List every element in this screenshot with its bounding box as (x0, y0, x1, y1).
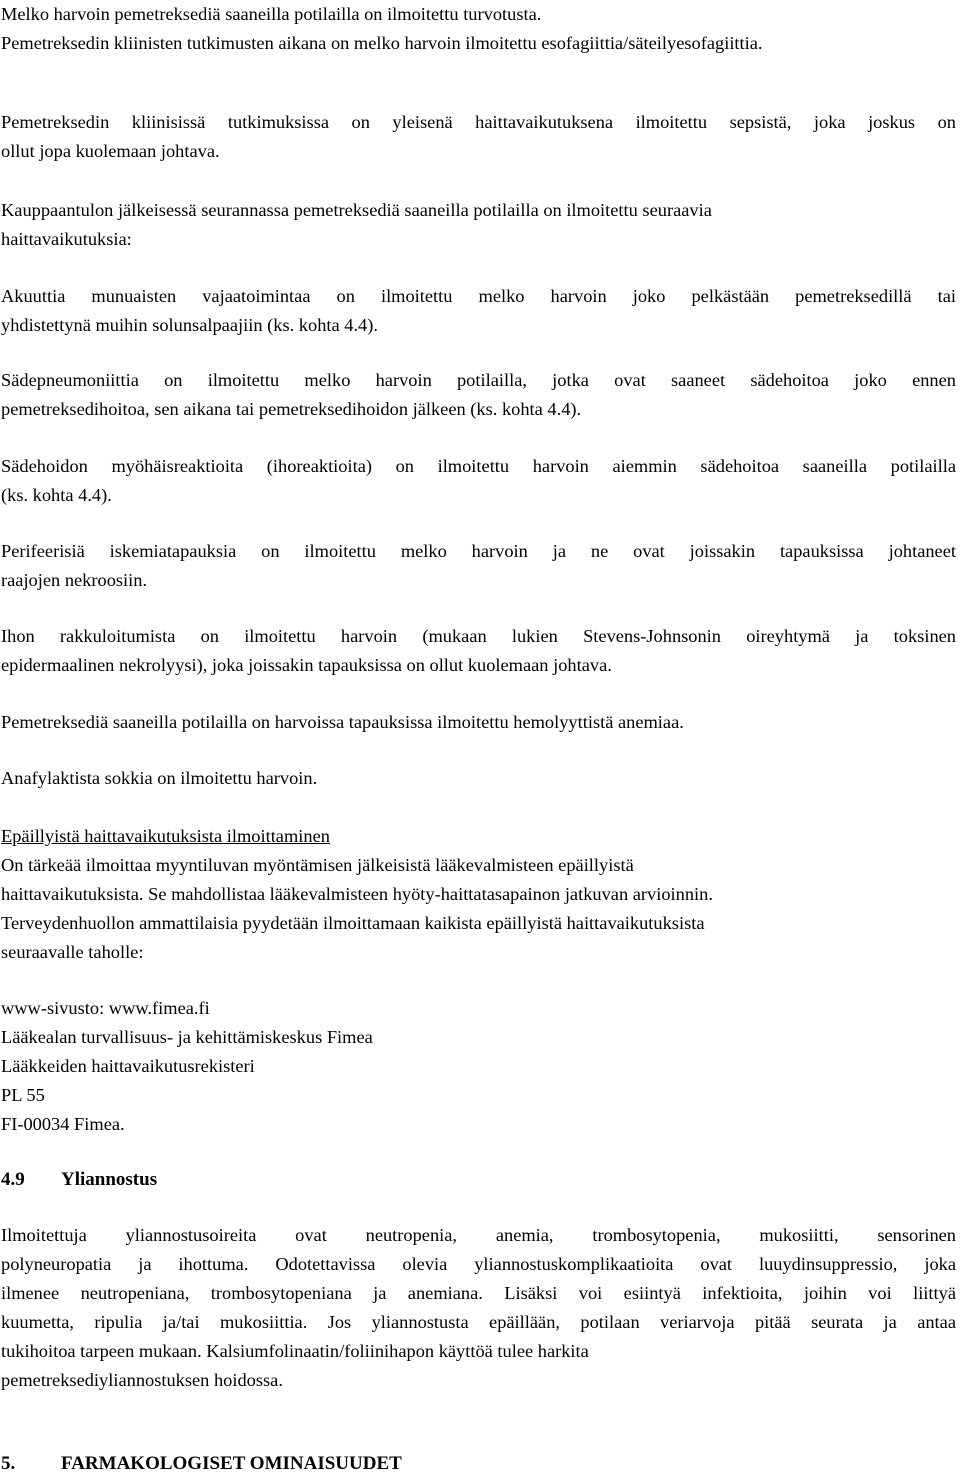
address-line: Lääkkeiden haittavaikutusrekisteri (1, 1056, 255, 1076)
paragraph-overdose (1, 1221, 956, 1395)
paragraph-anaphylaxis (1, 764, 956, 793)
reporting-address (1, 994, 956, 1139)
website-line: www-sivusto: www.fimea.fi (1, 998, 210, 1018)
section-number: 4.9 (1, 1169, 25, 1190)
text-line: On tärkeää ilmoittaa myyntiluvan myöntämisen jälkeisistä lääkevalmisteen epäillyistä (1, 855, 634, 875)
text-line: ilmenee neutropeniana, trombosytopeniana ja anemiana. Lisäksi voi esiintyä infektioita, joihin voi liittyä (1, 1283, 956, 1303)
section-heading-4-9 (1, 1165, 956, 1194)
address-line: Lääkealan turvallisuus- ja kehittämiskeskus Fimea (1, 1027, 373, 1047)
address-line: FI-00034 Fimea. (1, 1114, 125, 1134)
paragraph-renal-failure (1, 282, 956, 340)
text-line: Terveydenhuollon ammattilaisia pyydetään ilmoittamaan kaikista epäillyistä haittavaikutuksista (1, 913, 705, 933)
paragraph-bullous (1, 622, 956, 680)
text-line: Sädehoidon myöhäisreaktioita (ihoreaktioita) on ilmoitettu harvoin aiemmin sädehoitoa saaneilla potilailla (1, 456, 956, 476)
paragraph-ischemia (1, 537, 956, 595)
section-number: 5. (1, 1453, 16, 1474)
reporting-title: Epäillyistä haittavaikutuksista ilmoittaminen (1, 826, 330, 846)
section-title: FARMAKOLOGISET OMINAISUUDET (61, 1453, 402, 1474)
paragraph-sepsis (1, 108, 956, 166)
address-line: PL 55 (1, 1085, 45, 1105)
paragraph-radiation-recall (1, 452, 956, 510)
text-line: ollut jopa kuolemaan johtava. (1, 141, 220, 161)
text-line: Sädepneumoniittia on ilmoitettu melko harvoin potilailla, jotka ovat saaneet sädehoitoa joko ennen (1, 370, 956, 390)
text-line: polyneuropatia ja ihottuma. Odotettavissa olevia yliannostuskomplikaatioita ovat luuydinsuppressio, joka (1, 1254, 956, 1274)
text-line: Kauppaantulon jälkeisessä seurannassa pemetreksediä saaneilla potilailla on ilmoitettu seuraavia (1, 200, 712, 220)
text-line: Ihon rakkuloitumista on ilmoitettu harvoin (mukaan lukien Stevens-Johnsonin oireyhtymä ja toksinen (1, 626, 956, 646)
paragraph-hemolytic-anemia (1, 708, 956, 737)
text-line: Pemetreksediä saaneilla potilailla on harvoissa tapauksissa ilmoitettu hemolyyttistä anemiaa. (1, 712, 684, 732)
text-line: Ilmoitettuja yliannostusoireita ovat neutropenia, anemia, trombosytopenia, mukosiitti, sensorinen (1, 1225, 956, 1245)
text-line: Perifeerisiä iskemiatapauksia on ilmoitettu melko harvoin ja ne ovat joissakin tapauksissa johtaneet (1, 541, 956, 561)
paragraph-pneumonitis (1, 366, 956, 424)
text-line: raajojen nekroosiin. (1, 570, 148, 590)
text-line: Pemetreksedin kliinisissä tutkimuksissa on yleisenä haittavaikutuksena ilmoitettu sepsistä, joka joskus on (1, 112, 956, 132)
text-line: epidermaalinen nekrolyysi), joka joissakin tapauksissa on ollut kuolemaan johtava. (1, 655, 612, 675)
text-line: tukihoitoa tarpeen mukaan. Kalsiumfolinaatin/foliinihapon käyttöä tulee harkita (1, 1341, 589, 1361)
text-line: haittavaikutuksista. Se mahdollistaa lääkevalmisteen hyöty-haittatasapainon jatkuvan arvioinnin. (1, 884, 713, 904)
text-line: haittavaikutuksia: (1, 229, 132, 249)
paragraph-edema (1, 0, 956, 29)
text-line: Akuuttia munuaisten vajaatoimintaa on ilmoitettu melko harvoin joko pelkästään pemetreksedillä tai (1, 286, 956, 306)
text-line: (ks. kohta 4.4). (1, 485, 112, 505)
paragraph-esophagitis (1, 29, 956, 58)
text-line: seuraavalle taholle: (1, 942, 144, 962)
text-line: pemetreksedihoitoa, sen aikana tai pemetreksedihoidon jälkeen (ks. kohta 4.4). (1, 399, 582, 419)
text-line: kuumetta, ripulia ja/tai mukosiittia. Jos yliannostusta epäillään, potilaan veriarvoja pitää seurata ja antaa (1, 1312, 956, 1332)
section-title: Yliannostus (61, 1169, 158, 1190)
text-line: yhdistettynä muihin solunsalpaajiin (ks. kohta 4.4). (1, 315, 378, 335)
text-line: Anafylaktista sokkia on ilmoitettu harvoin. (1, 768, 318, 788)
text-line: Pemetreksedin kliinisten tutkimusten aikana on melko harvoin ilmoitettu esofagiittia/säteilyesofagiittia. (1, 33, 763, 53)
reporting-section (1, 822, 956, 967)
text-line: Melko harvoin pemetreksediä saaneilla potilailla on ilmoitettu turvotusta. (1, 4, 542, 24)
paragraph-postmarketing (1, 196, 956, 254)
text-line: pemetreksediyliannostuksen hoidossa. (1, 1370, 283, 1390)
